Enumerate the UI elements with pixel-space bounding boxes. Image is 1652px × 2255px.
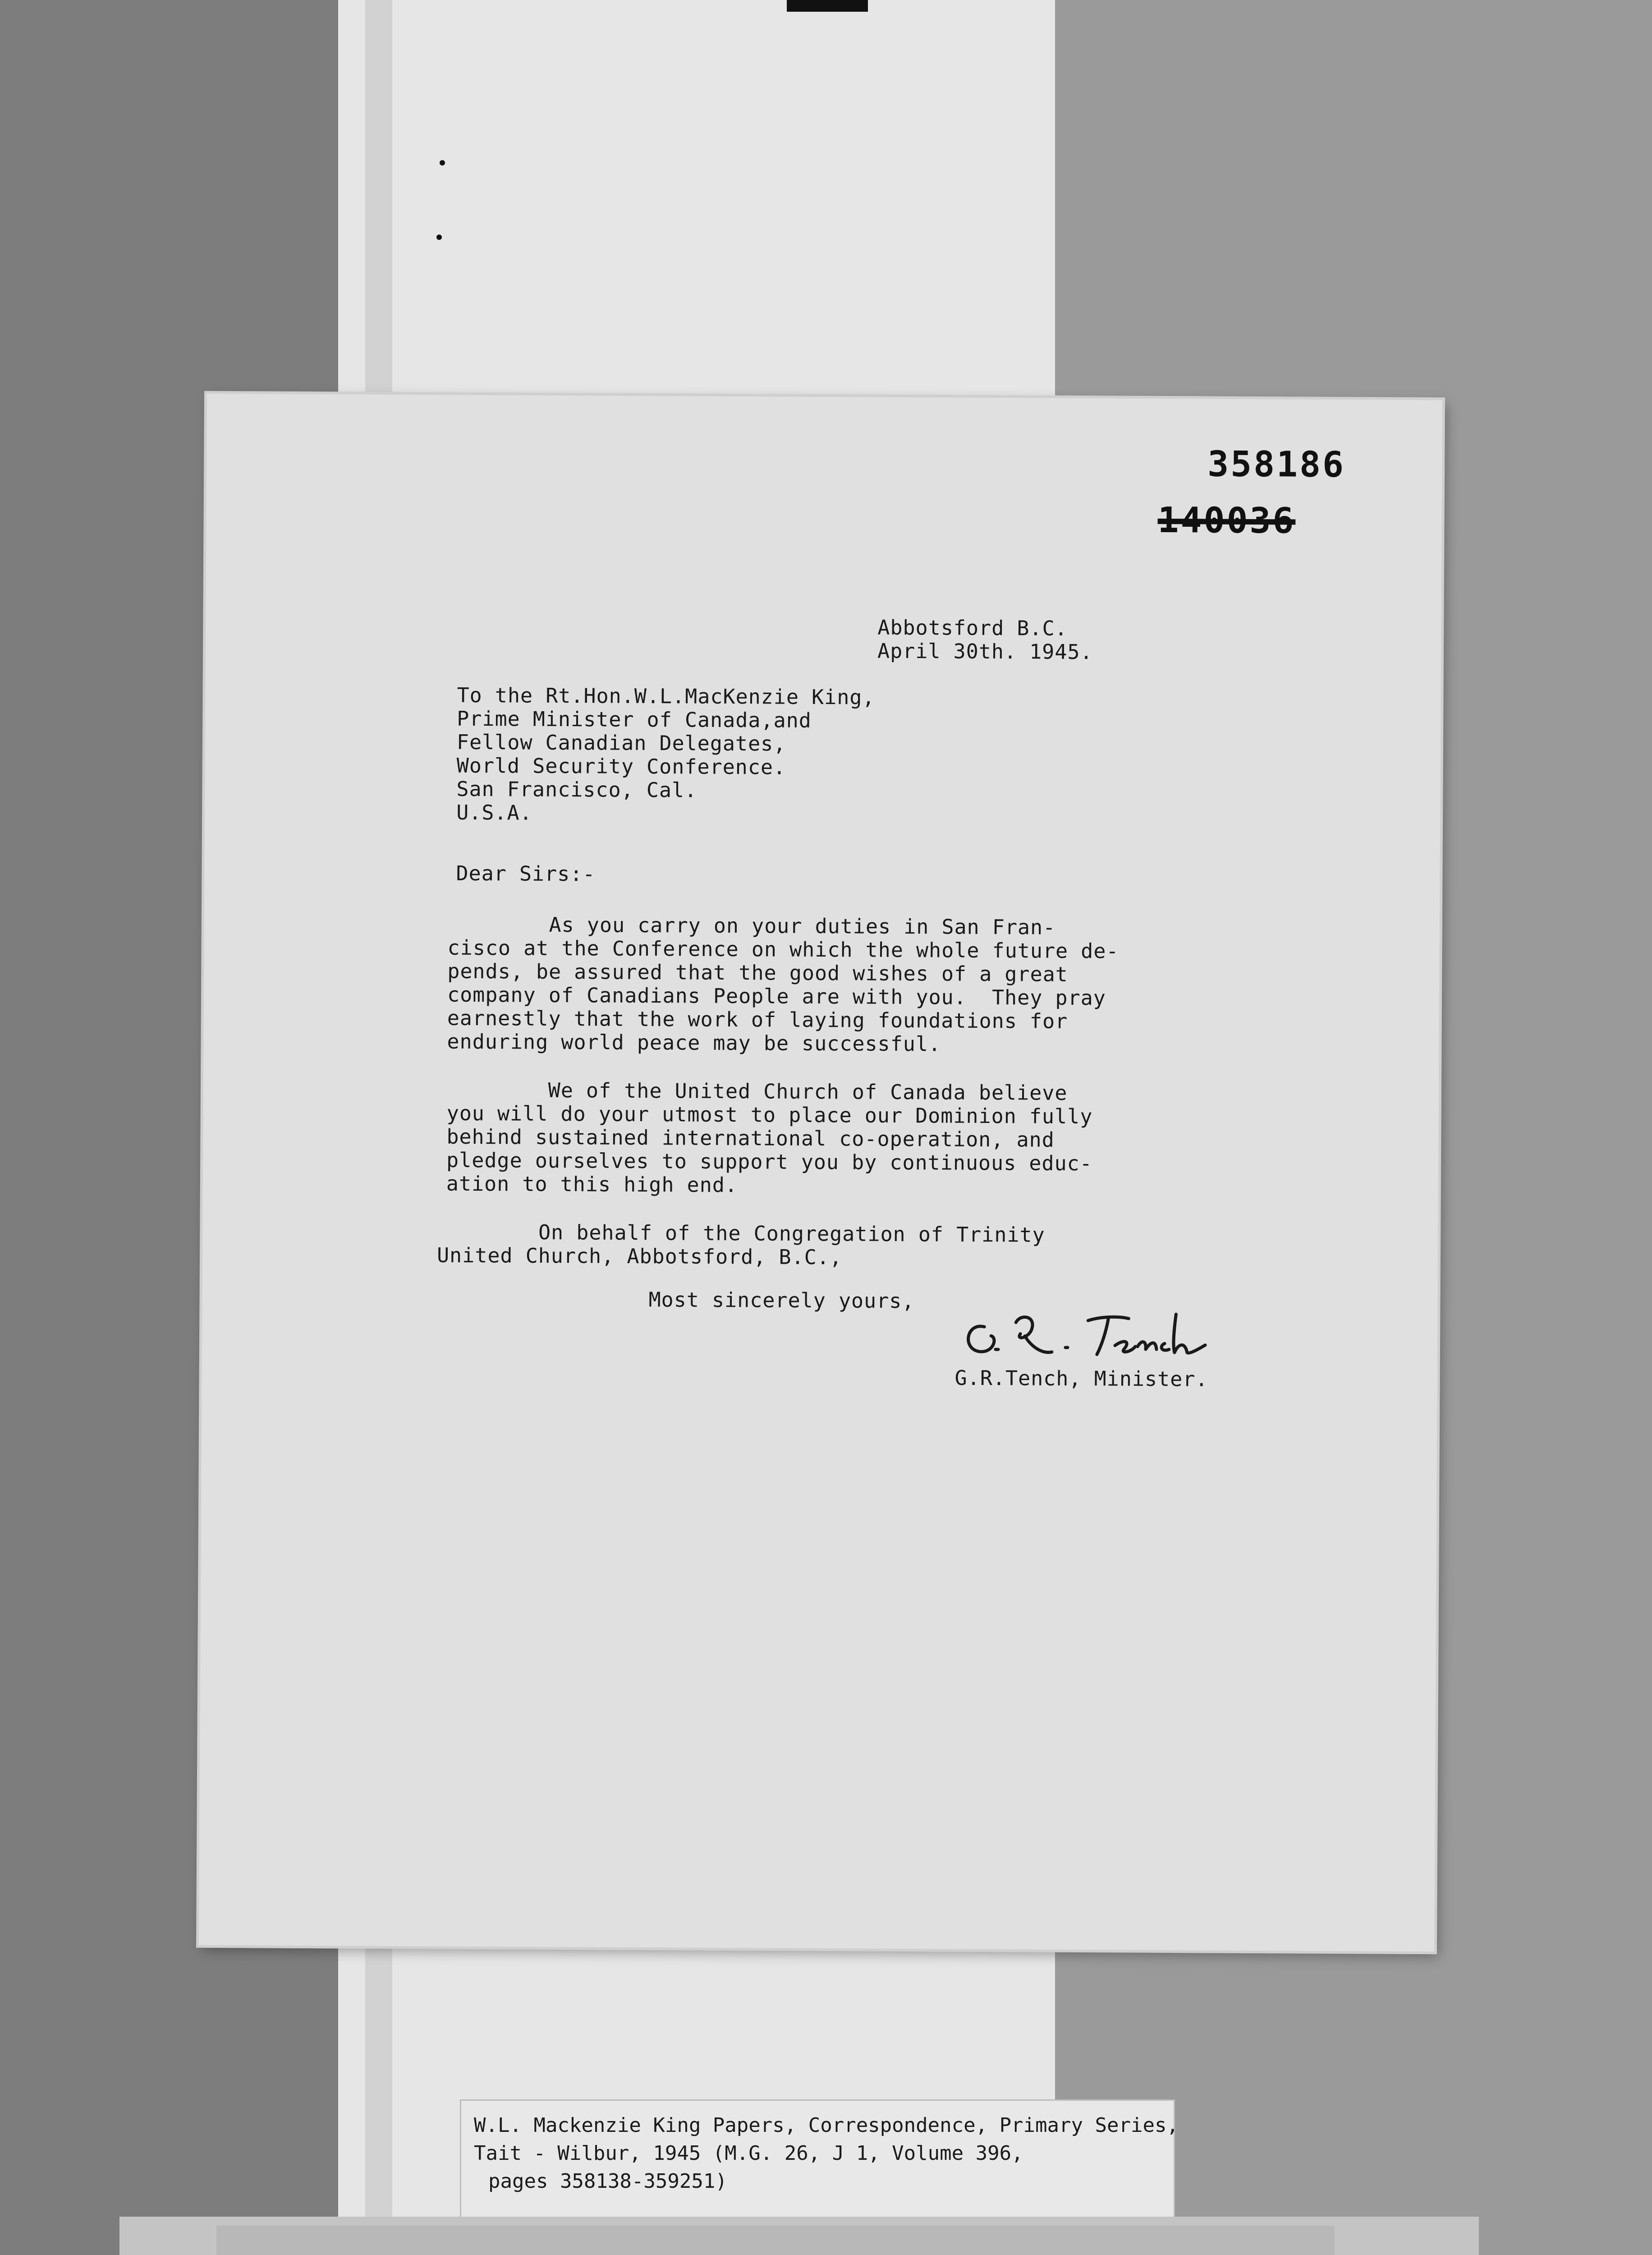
body-line: We of the United Church of Canada believe bbox=[446, 1077, 1068, 1105]
recipient-line: San Francisco, Cal. bbox=[456, 777, 698, 802]
body-line: company of Canadians People are with you. They pray bbox=[447, 982, 1106, 1010]
archive-label-line: Tait - Wilbur, 1945 (M.G. 26, J 1, Volume 396, bbox=[474, 2142, 1023, 2165]
body-line: United Church, Abbotsford, B.C., bbox=[436, 1243, 843, 1270]
body-line: behind sustained international co-operation, and bbox=[446, 1124, 1055, 1152]
letter-date: April 30th. 1945. bbox=[877, 639, 1093, 664]
recipient-line: Prime Minister of Canada,and bbox=[457, 706, 812, 732]
archives-plate-inner bbox=[216, 2226, 1335, 2255]
recipient-line: World Security Conference. bbox=[456, 753, 786, 779]
signature-block: G.R.Tench, Minister. bbox=[954, 1366, 1208, 1391]
body-line: pends, be assured that the good wishes of a great bbox=[447, 959, 1068, 986]
recipient-line: U.S.A. bbox=[456, 800, 532, 825]
letter-page bbox=[199, 394, 1442, 1951]
top-clip-mark bbox=[787, 0, 868, 12]
speck bbox=[436, 235, 442, 240]
body-line: enduring world peace may be successful. bbox=[447, 1029, 941, 1056]
letter-place: Abbotsford B.C. bbox=[877, 615, 1068, 640]
document-number-stamp: 358186 bbox=[1207, 444, 1346, 486]
body-line: As you carry on your duties in San Fran- bbox=[447, 912, 1056, 939]
body-line: you will do your utmost to place our Dominion fully bbox=[446, 1101, 1093, 1129]
recipient-line: To the Rt.Hon.W.L.MacKenzie King, bbox=[457, 683, 875, 709]
body-line: On behalf of the Congregation of Trinity bbox=[437, 1220, 1045, 1247]
body-line: ation to this high end. bbox=[446, 1171, 738, 1197]
recipient-line: Fellow Canadian Delegates, bbox=[456, 730, 786, 756]
body-line: earnestly that the work of laying foundations for bbox=[447, 1006, 1068, 1033]
archive-label-line: pages 358138-359251) bbox=[488, 2170, 727, 2193]
body-line: pledge ourselves to support you by continuous educ- bbox=[446, 1148, 1092, 1176]
speck bbox=[440, 160, 445, 166]
closing: Most sincerely yours, bbox=[648, 1288, 915, 1313]
body-line: cisco at the Conference on which the whole future de- bbox=[447, 935, 1119, 963]
archive-reference-label bbox=[460, 2099, 1179, 2224]
salutation: Dear Sirs:- bbox=[456, 861, 596, 886]
archive-label-line: W.L. Mackenzie King Papers, Correspondence, Primary Series, bbox=[474, 2114, 1179, 2137]
old-document-number-stamp: 140036 bbox=[1157, 500, 1296, 542]
